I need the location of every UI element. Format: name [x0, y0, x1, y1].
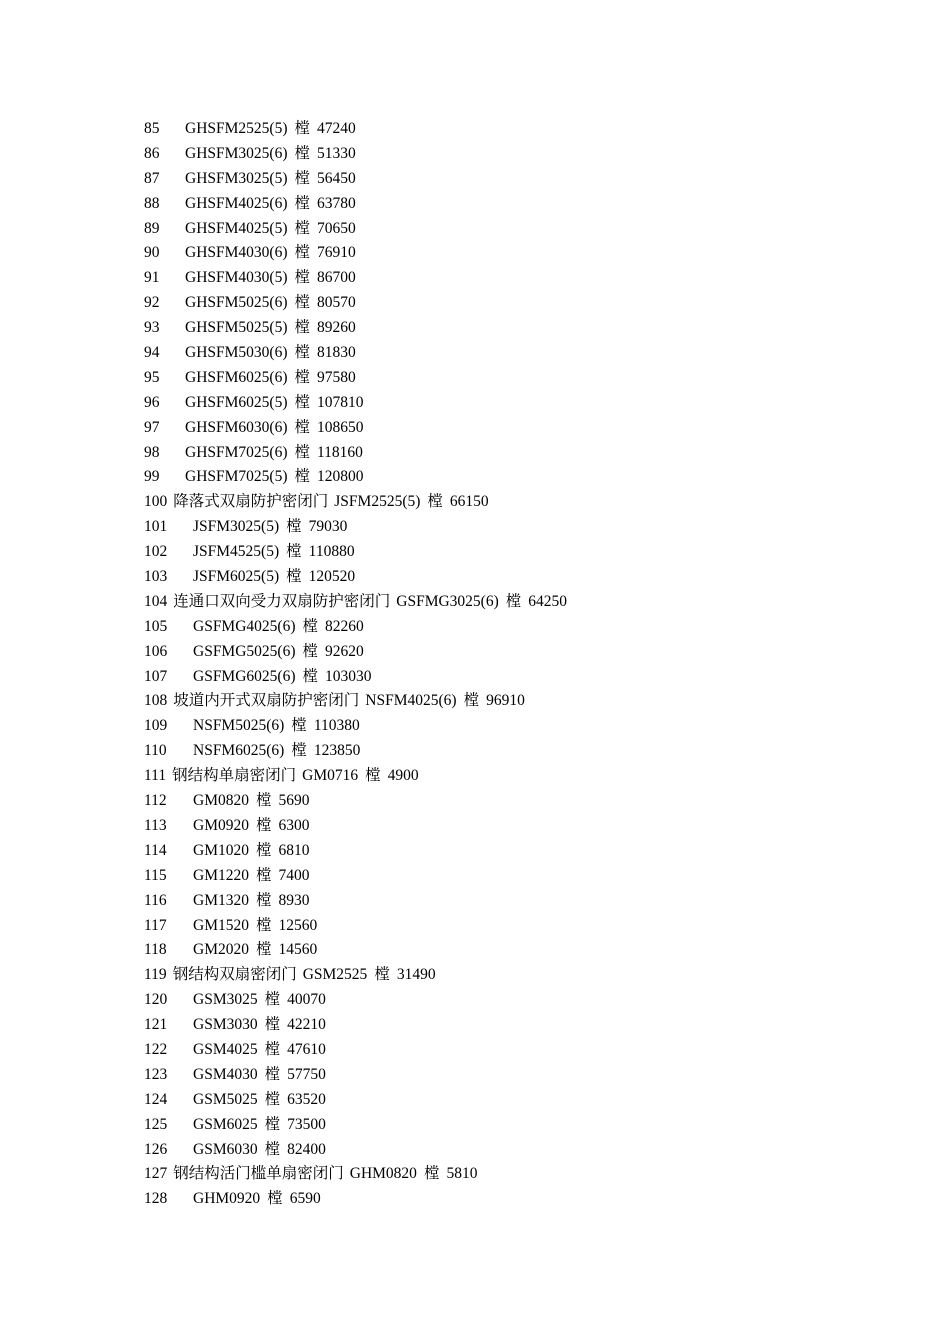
item-code: GSM3025	[193, 991, 258, 1009]
item-unit: 樘	[294, 120, 310, 137]
list-item	[144, 864, 904, 889]
item-unit: 樘	[294, 269, 310, 287]
item-unit: 樘	[264, 1115, 281, 1133]
list-item	[144, 640, 904, 665]
item-price: 107810	[317, 393, 364, 411]
item-price: 89260	[317, 319, 356, 337]
item-number: 126	[144, 1140, 168, 1158]
item-code: JSFM3025(5)	[193, 518, 280, 536]
item-unit: 樘	[294, 244, 310, 262]
item-number: 101	[144, 518, 168, 536]
item-code: GHSFM7025(5)	[185, 468, 288, 486]
item-price: 6810	[278, 841, 310, 859]
item-unit: 樘	[264, 991, 281, 1009]
item-number: 105	[144, 617, 168, 635]
item-code: JSFM2525(5)	[334, 493, 421, 511]
item-number: 116	[144, 891, 167, 909]
list-item	[144, 1138, 904, 1163]
item-unit: 樘	[291, 717, 307, 735]
item-unit: 樘	[255, 891, 272, 909]
item-code: GHSFM7025(6)	[185, 443, 288, 461]
item-code: GHSFM3025(6)	[185, 144, 288, 162]
item-price: 103030	[325, 667, 372, 685]
item-code: GSFMG4025(6)	[193, 617, 296, 635]
item-price: 82400	[287, 1140, 326, 1158]
item-number: 111	[144, 767, 167, 785]
item-price: 63780	[317, 194, 356, 212]
item-price: 12560	[278, 916, 318, 934]
item-code: GHSFM4025(5)	[185, 219, 288, 237]
item-code: GHSFM6030(6)	[185, 418, 288, 436]
item-number: 89	[144, 219, 160, 237]
list-item	[144, 1013, 904, 1038]
item-price: 40070	[287, 991, 326, 1009]
item-number: 124	[144, 1090, 168, 1108]
list-item	[144, 167, 904, 192]
item-price: 76910	[317, 244, 356, 262]
item-code: GHSFM5025(6)	[185, 294, 288, 312]
item-category: 降落式双扇防护密闭门	[173, 493, 329, 511]
item-code: GHSFM6025(6)	[185, 368, 288, 386]
item-unit: 樘	[423, 1165, 440, 1183]
item-unit: 樘	[255, 841, 272, 859]
item-code: GSM4025	[193, 1040, 258, 1058]
item-number: 88	[144, 194, 160, 212]
item-code: GHM0920	[193, 1190, 261, 1208]
item-price: 47610	[287, 1040, 326, 1058]
item-number: 99	[144, 468, 160, 486]
item-unit: 樘	[255, 792, 272, 810]
item-unit: 樘	[294, 294, 310, 312]
item-code: GM2020	[193, 941, 249, 959]
item-unit: 樘	[267, 1190, 283, 1208]
item-number: 123	[144, 1065, 168, 1083]
item-price: 97580	[317, 368, 356, 386]
item-unit: 樘	[291, 742, 307, 760]
list-item	[144, 889, 904, 914]
item-number: 90	[144, 244, 160, 262]
item-code: GHSFM3025(5)	[185, 169, 288, 187]
item-number: 100	[144, 493, 168, 511]
list-item	[144, 1038, 904, 1063]
item-unit: 樘	[294, 219, 310, 237]
list-item	[144, 665, 904, 690]
item-price: 5810	[446, 1165, 478, 1183]
item-code: GHM0820	[349, 1165, 417, 1183]
list-item	[144, 117, 904, 142]
item-code: JSFM4525(5)	[193, 543, 280, 561]
item-number: 119	[144, 966, 167, 984]
list-item	[144, 565, 904, 590]
item-price: 79030	[308, 518, 348, 536]
item-unit: 樘	[294, 468, 310, 486]
item-price: 70650	[317, 219, 356, 237]
item-code: NSFM5025(6)	[193, 717, 285, 735]
list-item	[144, 789, 904, 814]
list-item	[144, 1063, 904, 1088]
item-price: 96910	[486, 692, 525, 710]
list-item	[144, 839, 904, 864]
price-list	[144, 117, 904, 1212]
item-number: 109	[144, 717, 168, 735]
item-code: GM0716	[302, 767, 359, 785]
item-code: GSFMG5025(6)	[193, 642, 296, 660]
item-number: 102	[144, 543, 168, 561]
item-code: GM0820	[193, 792, 249, 810]
list-item	[144, 266, 904, 291]
item-price: 64250	[528, 592, 568, 610]
list-item	[144, 615, 904, 640]
item-category: 钢结构活门槛单扇密闭门	[173, 1165, 344, 1183]
item-price: 7400	[278, 866, 310, 884]
item-unit: 樘	[302, 617, 318, 635]
list-item	[144, 391, 904, 416]
item-unit: 樘	[294, 393, 310, 411]
list-item	[144, 441, 904, 466]
item-code: GM1220	[193, 866, 249, 884]
item-price: 47240	[317, 120, 356, 137]
item-unit: 樘	[264, 1016, 281, 1034]
item-category: 钢结构单扇密闭门	[172, 767, 297, 785]
item-price: 5690	[278, 792, 310, 810]
item-price: 8930	[278, 891, 310, 909]
item-unit: 樘	[294, 344, 310, 362]
item-price: 92620	[325, 642, 364, 660]
list-item	[144, 1088, 904, 1113]
item-number: 94	[144, 344, 160, 362]
item-code: GHSFM4025(6)	[185, 194, 288, 212]
list-item	[144, 1113, 904, 1138]
item-price: 118160	[317, 443, 363, 461]
item-code: GSFMG3025(6)	[396, 592, 499, 610]
item-number: 118	[144, 941, 167, 959]
item-unit: 樘	[286, 518, 302, 536]
item-price: 63520	[287, 1090, 326, 1108]
item-price: 120800	[317, 468, 364, 486]
item-number: 103	[144, 568, 168, 586]
item-code: GSM3030	[193, 1016, 258, 1034]
list-item	[144, 938, 904, 963]
list-item	[144, 590, 904, 615]
list-item	[144, 739, 904, 764]
item-price: 56450	[317, 169, 356, 187]
item-code: GHSFM2525(5)	[185, 120, 288, 137]
item-price: 42210	[287, 1016, 326, 1034]
list-item	[144, 490, 904, 515]
item-price: 14560	[278, 941, 318, 959]
list-item	[144, 689, 904, 714]
list-item	[144, 914, 904, 939]
list-item	[144, 366, 904, 391]
list-item	[144, 291, 904, 316]
item-unit: 樘	[294, 144, 310, 162]
item-unit: 樘	[264, 1040, 281, 1058]
item-number: 127	[144, 1165, 168, 1183]
item-code: GHSFM6025(5)	[185, 393, 288, 411]
item-unit: 樘	[264, 1065, 281, 1083]
item-code: GHSFM5025(5)	[185, 319, 288, 337]
item-number: 107	[144, 667, 168, 685]
item-number: 108	[144, 692, 168, 710]
item-price: 6590	[289, 1190, 321, 1208]
item-code: GSFMG6025(6)	[193, 667, 296, 685]
item-code: JSFM6025(5)	[193, 568, 280, 586]
list-item	[144, 217, 904, 242]
item-number: 128	[144, 1190, 168, 1208]
list-item	[144, 540, 904, 565]
item-number: 86	[144, 144, 160, 162]
item-price: 86700	[317, 269, 356, 287]
item-category: 连通口双向受力双扇防护密闭门	[173, 592, 391, 610]
item-price: 51330	[317, 144, 356, 162]
item-number: 93	[144, 319, 160, 337]
item-code: GSM2525	[302, 966, 368, 984]
item-price: 31490	[396, 966, 436, 984]
item-number: 120	[144, 991, 168, 1009]
item-code: GSM5025	[193, 1090, 258, 1108]
item-number: 114	[144, 841, 167, 859]
item-category: 钢结构双扇密闭门	[172, 966, 297, 984]
item-code: GHSFM5030(6)	[185, 344, 288, 362]
item-number: 87	[144, 169, 160, 187]
list-item	[144, 1162, 904, 1187]
item-unit: 樘	[255, 916, 272, 934]
item-unit: 樘	[302, 667, 318, 685]
list-item	[144, 192, 904, 217]
item-number: 106	[144, 642, 168, 660]
item-unit: 樘	[294, 194, 310, 212]
item-unit: 樘	[294, 368, 310, 386]
list-item	[144, 142, 904, 167]
item-number: 91	[144, 269, 160, 287]
item-unit: 樘	[286, 568, 302, 586]
item-number: 110	[144, 742, 167, 760]
item-number: 92	[144, 294, 160, 312]
list-item	[144, 416, 904, 441]
item-unit: 樘	[294, 443, 310, 461]
list-item	[144, 1187, 904, 1212]
item-price: 81830	[317, 344, 356, 362]
item-number: 112	[144, 792, 167, 810]
item-price: 57750	[287, 1065, 326, 1083]
item-number: 85	[144, 120, 160, 137]
item-code: GSM4030	[193, 1065, 258, 1083]
item-unit: 樘	[427, 493, 443, 511]
list-item	[144, 988, 904, 1013]
item-code: GSM6025	[193, 1115, 258, 1133]
item-number: 122	[144, 1040, 168, 1058]
item-unit: 樘	[374, 966, 390, 984]
item-price: 66150	[449, 493, 489, 511]
item-code: NSFM6025(6)	[193, 742, 285, 760]
item-category: 坡道内开式双扇防护密闭门	[173, 692, 360, 710]
item-code: GM1020	[193, 841, 249, 859]
item-number: 125	[144, 1115, 168, 1133]
item-number: 96	[144, 393, 160, 411]
list-item	[144, 465, 904, 490]
list-item	[144, 963, 904, 988]
item-unit: 樘	[255, 866, 272, 884]
item-price: 120520	[308, 568, 356, 586]
item-price: 110880	[308, 543, 355, 561]
list-item	[144, 316, 904, 341]
item-unit: 樘	[302, 642, 318, 660]
list-item	[144, 341, 904, 366]
item-code: GM1320	[193, 891, 249, 909]
item-number: 98	[144, 443, 160, 461]
item-unit: 樘	[294, 319, 310, 337]
item-number: 115	[144, 866, 167, 884]
item-code: NSFM4025(6)	[365, 692, 457, 710]
item-code: GSM6030	[193, 1140, 258, 1158]
item-unit: 樘	[505, 592, 522, 610]
item-price: 123850	[313, 742, 361, 760]
item-number: 97	[144, 418, 160, 436]
item-price: 110380	[313, 717, 360, 735]
item-unit: 樘	[286, 543, 302, 561]
item-price: 80570	[317, 294, 356, 312]
item-price: 108650	[317, 418, 364, 436]
item-number: 95	[144, 368, 160, 386]
item-code: GHSFM4030(6)	[185, 244, 288, 262]
list-item	[144, 241, 904, 266]
item-code: GM0920	[193, 816, 249, 834]
item-price: 73500	[287, 1115, 326, 1133]
item-unit: 樘	[294, 169, 310, 187]
list-item	[144, 764, 904, 789]
item-number: 121	[144, 1016, 168, 1034]
item-price: 82260	[325, 617, 364, 635]
item-unit: 樘	[463, 692, 480, 710]
item-unit: 樘	[365, 767, 381, 785]
item-number: 117	[144, 916, 167, 934]
list-item	[144, 714, 904, 739]
item-code: GM1520	[193, 916, 249, 934]
item-number: 104	[144, 592, 168, 610]
list-item	[144, 515, 904, 540]
item-unit: 樘	[264, 1090, 281, 1108]
item-unit: 樘	[255, 816, 272, 834]
item-price: 4900	[387, 767, 419, 785]
list-item	[144, 814, 904, 839]
item-unit: 樘	[264, 1140, 281, 1158]
item-number: 113	[144, 816, 167, 834]
item-code: GHSFM4030(5)	[185, 269, 288, 287]
item-unit: 樘	[294, 418, 310, 436]
item-price: 6300	[278, 816, 310, 834]
item-unit: 樘	[255, 941, 272, 959]
